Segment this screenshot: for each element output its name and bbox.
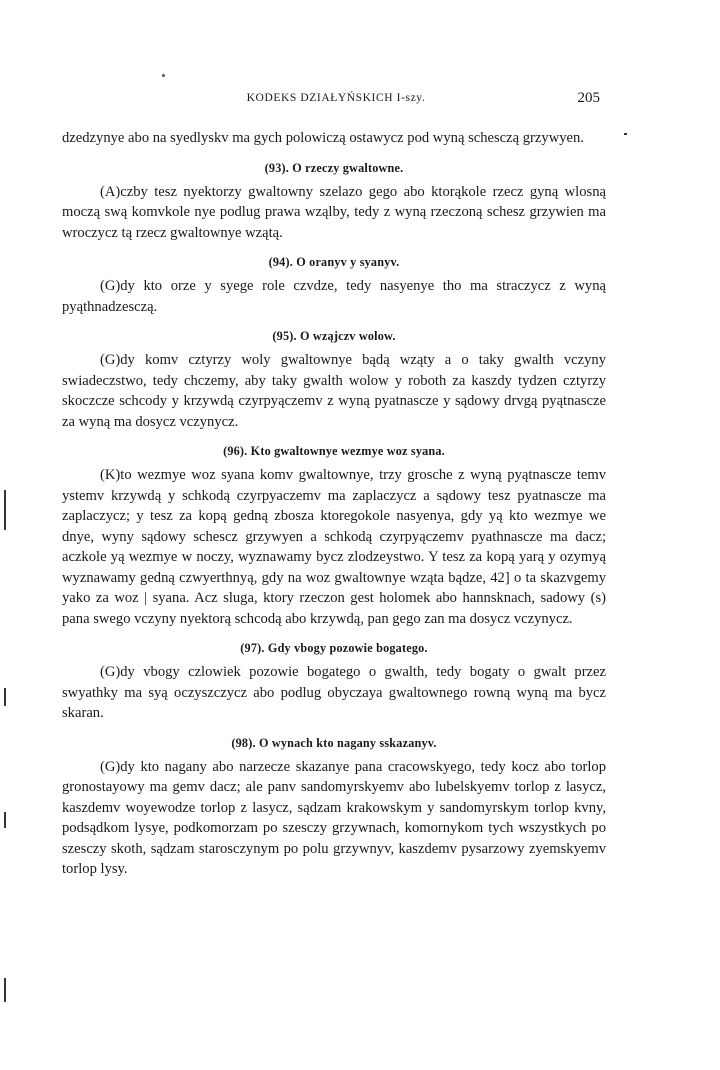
page-number: 205 [577, 90, 600, 106]
section-heading: (97). Gdy vbogy pozowie bogatego. [240, 641, 428, 655]
section-text: (G)dy kto orze y syege role czvdze, tedy nasyenye tho ma straczycz z wyną pyąthnadzesczą. [62, 278, 606, 315]
section-text: (A)czby tesz nyektorzy gwaltowny szelazo gego abo ktorąkole rzecz gyną wlosną moczą swą komvkole nye podlug prawa wząlby, tedy z wyną rzeczoną schesz grzywien ma wroczycz tą rzecz gwaltownye wzątą. [62, 183, 606, 241]
section-98 [62, 736, 606, 880]
section-text: (G)dy vbogy czlowiek pozowie bogatego o gwalth, tedy bogaty o gwalt przez swyathky ma syą oczyszczycz abo podlug obyczaya gwaltownego rowną wyną ma bycz skaran. [62, 664, 606, 721]
running-head [66, 90, 606, 110]
margin-scan-mark [4, 688, 6, 706]
section-97 [62, 641, 606, 724]
margin-scan-mark [4, 978, 6, 1002]
section-94 [62, 255, 606, 317]
section-heading: (96). Kto gwaltownye wezmye woz syana. [223, 444, 445, 458]
section-text: (K)to wezmye woz syana komv gwaltownye, trzy grosche z wyną pyątnascze temv ystemv krzywdą y schkodą czyrpyaczemv ma zaplaczycz a sądowy tesz pyatnascze ma zaplaczycz; y tesz za kopą gedną zbosza ktoregokole nasyenya, gdy yą kto wezmye we dnye, wyny sądowy schescz grzywyen a schkodą czyrpyączemv pyathnascze ma dacz; aczkole yą wezmye w noczy, wyznawamy bycz zlodzeystwo. Y tesz za kopą yarą y ozymyą wyznawamy gedną czwyerthnyą, gdy na woz gwaltownye wząta bądze, 42] o ta skazvgemy yako za woz | syana. Acz sluga, ktory rzeczon gest holomek abo hannsknach, sadowy (s) pana swego vczyny nyektorą schcodą abo krzywdą, pan gego zan ma dosycz vczynycz. [62, 467, 606, 627]
margin-scan-mark [4, 490, 6, 530]
print-speck [162, 74, 165, 77]
margin-scan-mark [4, 812, 6, 828]
margin-speck [624, 133, 627, 135]
continuation-paragraph: dzedzynye abo na syedlyskv ma gych polowiczą ostawycz pod wyną schesczą grzywyen. [62, 130, 584, 146]
section-93 [62, 161, 606, 244]
section-96 [62, 444, 606, 629]
section-95 [62, 329, 606, 432]
page-content [62, 128, 606, 880]
section-heading: (94). O oranyv y syanyv. [268, 255, 400, 269]
section-text: (G)dy komv cztyrzy woly gwaltownye bądą wząty a o taky gwalth vczyny swiadeczstwo, tedy chczemy, aby taky gwalth wolow y roboth za kaszdy tydzen cztyrzy skoczcze schcody y krzywdą czyrpyączemv z wyną pyatnascze y sądowy drvgą pyątnascze za wyną ma dosycz vczynycz. [62, 352, 606, 430]
running-title: KODEKS DZIAŁYŃSKICH I-szy. [246, 92, 426, 104]
section-text: (G)dy kto nagany abo narzecze skazanye pana cracowskyego, tedy kocz abo torlop gronostayowy ma gemv dacz; ale panv sandomyrskyemv abo lubelskyemv torlop z lasycz, kaszdemv woyewodze torlop z lasycz, sądzam krakowskym y sandomyrskym torlop kvny, podsądkom lysye, podkomorzam po szesczy grzywnach, komornykom tych wszystkych po szesczy skoth, sądzam starosczynym po polu grzywnyv, kaszdemv pysarzowy zyemskyemv torlop lysy. [62, 758, 606, 877]
section-heading: (98). O wynach kto nagany sskazanyv. [231, 735, 437, 750]
section-heading: (93). O rzeczy gwaltowne. [264, 160, 404, 175]
section-heading: (95). O wząjczv wolow. [272, 329, 396, 343]
